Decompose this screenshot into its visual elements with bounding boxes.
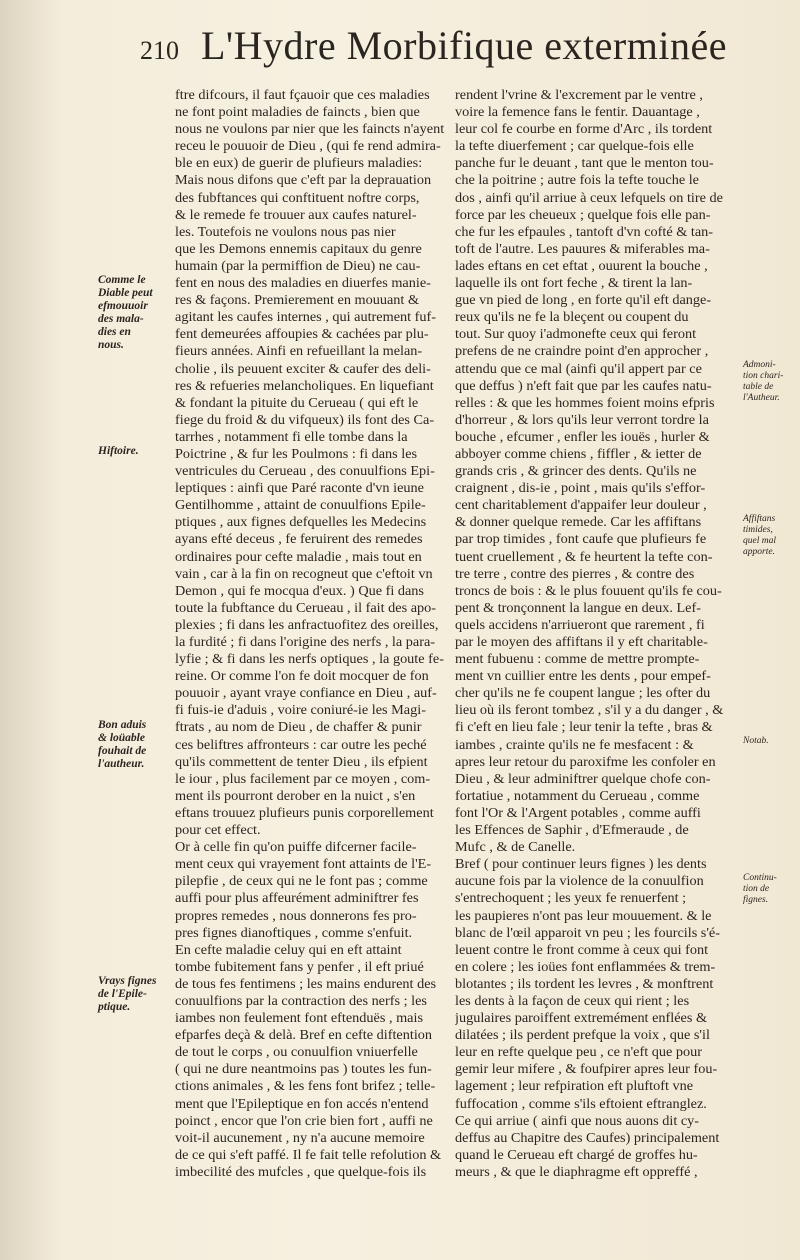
- text-line: conuulfions par la contraction des nerfs ; les: [175, 992, 427, 1008]
- text-line: aucune fois par la violence de la conuulfion: [455, 873, 704, 889]
- page-gutter-shadow: [0, 0, 60, 1260]
- text-line: Ce qui arriue ( ainfi que nous auons dit cy-: [455, 1112, 700, 1128]
- text-line: gue vn pied de long , en forte qu'il eft dange-: [455, 292, 712, 308]
- margin-note-line: Affiftans: [743, 513, 776, 524]
- margin-note-line: l'Autheur.: [743, 392, 780, 403]
- text-line: ces beliftres affronteurs : car outre les peché: [175, 736, 427, 752]
- text-line: tombe fubitement fans y penfer , il eft priué: [175, 958, 424, 974]
- text-line: craignent , dis-ie , point , mais qu'ils s'effor-: [455, 480, 706, 496]
- text-line: apres leur retour du paroxifme les confoler en: [455, 753, 716, 769]
- text-line: que les Demons ennemis capitaux du genre: [175, 240, 422, 256]
- text-line: Or à celle fin qu'on puiffe difcerner facile-: [175, 839, 417, 855]
- text-line: de tous fes fentimens ; les mains endurent des: [175, 975, 437, 991]
- text-line: iambes , crainte qu'ils ne fe mesfacent : &: [455, 736, 694, 752]
- text-line: tre terre , contre des pierres , & contre des: [455, 565, 695, 581]
- text-line: che la poitrine ; autre fois la tefte touche le: [455, 172, 699, 188]
- text-line: troncs de bois : & le plus fouuent qu'ils fe cou-: [455, 582, 722, 598]
- text-line: jugulaires paroiffent extremément enflées &: [455, 1010, 708, 1026]
- text-line: panche fur le deuant , tant que le menton tou-: [455, 155, 714, 171]
- margin-note-line: nous.: [98, 339, 124, 352]
- margin-note-line: table de: [743, 381, 774, 392]
- text-line: abboyer comme chiens , fiffler , & ietter de: [455, 445, 702, 461]
- right-text-column: [455, 86, 738, 1180]
- text-line: blanc de l'œil apparoit vn peu ; les fourcils s'é-: [455, 924, 720, 940]
- text-line: par trop timides , font caufe que plufieurs fe: [455, 531, 707, 547]
- text-line: pent & tronçonnent la langue en deux. Lef-: [455, 599, 702, 615]
- text-line: ne font point maladies de faincts , bien que: [175, 104, 420, 120]
- text-line: des fubftances qui conftituent noftre corps,: [175, 189, 420, 205]
- margin-note-line: apporte.: [743, 546, 775, 557]
- margin-note-line: tion chari-: [743, 370, 784, 381]
- text-line: leur col fe courbe en forme d'Arc , ils tordent: [455, 121, 713, 137]
- text-line: humain (par la permiffion de Dieu) ne cau-: [175, 257, 421, 273]
- margin-note-line: ptique.: [98, 1001, 131, 1014]
- text-line: & le remede fe trouuer aux caufes naturel-: [175, 206, 417, 222]
- text-line: leptiques : ainfi que Paré raconte d'vn ieune: [175, 480, 424, 496]
- text-line: dos , ainfi qu'il arriue à ceux lefquels on tire de: [455, 189, 723, 205]
- text-line: gemir leur mifere , & foufpirer apres leur fou-: [455, 1061, 718, 1077]
- text-line: deffus au Chapitre des Caufes) principalement: [455, 1129, 720, 1145]
- text-line: Gentilhomme , attaint de conuulfions Epile-: [175, 497, 426, 513]
- margin-note-line: Diable peut: [98, 287, 153, 300]
- text-line: ( qui ne dure neantmoins pas ) toutes les fun-: [175, 1061, 432, 1077]
- margin-note: [98, 445, 139, 458]
- text-line: cent charitablement d'appaifer leur douleur ,: [455, 497, 707, 513]
- margin-note-line: quel mal: [743, 535, 776, 546]
- text-line: d'horreur , & lors qu'ils leur verront tordre la: [455, 411, 709, 427]
- text-line: ayans efté deceus , fe feruirent des remedes: [175, 531, 423, 547]
- text-line: Poictrine , & fur les Poulmons : fi dans les: [175, 445, 418, 461]
- text-line: les dents à la façon de ceux qui rient ; les: [455, 992, 690, 1008]
- text-line: ment ceux qui vrayement font attaints de l'E-: [175, 856, 432, 872]
- margin-note-line: timides,: [743, 524, 773, 535]
- text-line: reux qu'ils ne fe la bleçent ou coupent du: [455, 309, 689, 325]
- text-line: leur en refte quelque peu , ce n'eft que pour: [455, 1044, 702, 1060]
- text-line: ctions animales , & les fens font brifez ; telle-: [175, 1078, 436, 1094]
- text-line: la tefte diuerfement ; car quelque-fois elle: [455, 138, 694, 154]
- text-line: prefens de ne craindre point d'en approcher ,: [455, 343, 709, 359]
- margin-note: [98, 975, 156, 1014]
- text-line: leuent contre le front comme à ceux qui font: [455, 941, 709, 957]
- text-line: dilatées ; ils perdent prefque la voix , que s'il: [455, 1027, 710, 1043]
- text-line: lieu où ils feront tombez , s'il y a du danger , &: [455, 702, 724, 718]
- margin-note-line: l'autheur.: [98, 757, 145, 770]
- text-line: imbecilité des mufcles , que quelque-fois ils: [175, 1163, 427, 1179]
- text-line: en colere ; les ioües font enflammées & trem-: [455, 958, 716, 974]
- text-line: fortatiue , notamment du Cerueau , comme: [455, 787, 700, 803]
- margin-note: [98, 274, 153, 352]
- margin-note-line: Notab.: [743, 735, 769, 746]
- page-number: 210: [140, 36, 179, 65]
- text-line: blotantes ; ils tordent les levres , & monftrent: [455, 975, 714, 991]
- text-line: ftre difcours, il faut fçauoir que ces maladies: [175, 87, 430, 102]
- text-line: font l'Or & l'Argent potables , comme auffi: [455, 804, 701, 820]
- text-line: ptiques , aux fignes defquelles les Medecins: [175, 514, 427, 530]
- text-line: fent en nous des maladies en diuerfes manie-: [175, 275, 431, 291]
- text-line: ment ils pourront derober en la nuict , s'en: [175, 787, 416, 803]
- page-header: [140, 22, 760, 82]
- text-line: Bref ( pour continuer leurs fignes ) les dents: [455, 856, 707, 872]
- right-margin-notes: [743, 86, 798, 1256]
- text-line: par le moyen des affiftans il y eft charitable-: [455, 634, 708, 649]
- text-line: tout. Sur quoy i'admonefte ceux qui feront: [455, 326, 697, 342]
- text-line: Mais nous difons que c'eft par la deprauation: [175, 172, 432, 188]
- margin-note: [743, 514, 776, 558]
- text-line: receu le pouuoir de Dieu , (qui fe rend admira-: [175, 138, 441, 154]
- left-text-column: [175, 86, 445, 1180]
- text-line: la furdité ; fi dans l'origine des nerfs , la para-: [175, 634, 436, 649]
- text-line: poinct , encor que l'on crie bien fort , auffi ne: [175, 1112, 433, 1128]
- margin-note-line: Continu-: [743, 872, 777, 883]
- text-line: toft de l'autre. Les pauures & miferables ma-: [455, 240, 710, 256]
- margin-note: [98, 719, 146, 771]
- text-line: fi fuis-ie d'aduis , voire coniuré-ie les Magi-: [175, 702, 426, 718]
- text-line: les paupieres n'ont pas leur mouuement. & le: [455, 907, 712, 923]
- text-line: ftrats , au nom de Dieu , de chaffer & punir: [175, 719, 422, 735]
- text-line: grands cris , & grincer des dents. Qu'ils ne: [455, 463, 697, 479]
- text-line: che fur les efpaules , tantoft d'vn cofté & tan-: [455, 223, 714, 239]
- margin-note-line: efmouuoir: [98, 300, 148, 313]
- text-line: tuent cruellement , & fe heurtent la tefte con-: [455, 548, 713, 564]
- text-line: fuffocation , comme s'ils eftoient eftranglez.: [455, 1095, 707, 1111]
- text-line: de ce qui s'eft paffé. Il fe fait telle refolution &: [175, 1146, 442, 1162]
- text-line: ment fubuenu : comme de mettre prompte-: [455, 651, 700, 667]
- text-line: pres fignes dianoftiques , comme s'enfuit.: [175, 924, 413, 940]
- text-line: fiege du froid & du vifqueux) ils font des Ca-: [175, 411, 435, 427]
- text-line: res & façons. Premierement en mouuant &: [175, 292, 420, 308]
- margin-note: [743, 360, 783, 404]
- margin-note-line: Hiftoire.: [98, 445, 139, 458]
- text-line: fieurs années. Ainfi en refueillant la melan-: [175, 343, 423, 359]
- text-line: s'entrechoquent ; les yeux fe renuerfent ;: [455, 890, 687, 906]
- margin-note-line: fouhait de: [98, 744, 147, 757]
- text-line: En cefte maladie celuy qui en eft attaint: [175, 941, 402, 957]
- text-line: toute la fubftance du Cerueau , il fait des apo-: [175, 599, 437, 615]
- text-line: nous ne voulons par nier que les faincts n'ayent: [175, 121, 445, 137]
- text-line: quels accidens n'arriueront que rarement , fi: [455, 616, 705, 632]
- text-line: qu'ils commettent de tenter Dieu , ils efpient: [175, 753, 428, 769]
- text-line: propres remedes , nous donnerons fes pro-: [175, 907, 417, 923]
- text-line: iambes non feulement font eftenduës , mais: [175, 1010, 423, 1026]
- text-line: attendu que ce mal (ainfi qu'il appert par ce: [455, 360, 702, 376]
- text-line: auffi pour plus affeurément adminiftrer fes: [175, 890, 419, 906]
- text-line: meurs , & que le diaphragme eft oppreffé ,: [455, 1163, 698, 1179]
- text-line: pilepfie , de ceux qui ne le font pas ; comme: [175, 873, 428, 889]
- text-line: res & refueries melancholiques. En liquefiant: [175, 377, 434, 393]
- margin-note-line: Admoni-: [743, 359, 776, 370]
- text-line: & fondant la pituite du Cerueau ( qui eft le: [175, 394, 419, 410]
- text-line: Demon , qui fe mocqua d'eux. ) Que fi dans: [175, 582, 424, 598]
- text-line: force par les cheueux ; quelque fois elle pan-: [455, 206, 711, 222]
- margin-note-line: Bon aduis: [98, 718, 147, 731]
- text-line: vain , car à la fin on recogneut que c'eftoit vn: [175, 565, 433, 581]
- text-line: lyfie ; & fi dans les nerfs optiques , la goute fe-: [175, 651, 444, 667]
- text-line: voit-il aucunement , ny n'a aucune memoire: [175, 1129, 425, 1145]
- text-line: ment vn cuillier entre les dents , pour empef-: [455, 668, 711, 684]
- text-line: ble en eux) de guerir de plufieurs maladies:: [175, 155, 423, 171]
- margin-note-line: & loüable: [98, 731, 145, 744]
- text-line: que deffus ) n'eft fait que par les caufes natu-: [455, 377, 712, 393]
- text-line: & donner quelque remede. Car les affiftans: [455, 514, 702, 530]
- text-line: les. Toutefois ne voulons nous pas nier: [175, 223, 396, 239]
- text-line: fent demeurées affoupies & cachées par plu-: [175, 326, 429, 342]
- text-line: bouche , efcumer , enfler les iouës , hurler &: [455, 428, 710, 444]
- margin-note-line: Comme le: [98, 274, 146, 287]
- text-line: relles : & que les hommes foient moins efpris: [455, 394, 715, 410]
- margin-note-line: tion de: [743, 883, 770, 894]
- text-line: les Effences de Saphir , d'Efmeraude , de: [455, 822, 689, 838]
- running-title: L'Hydre Morbifique exterminée: [201, 23, 727, 68]
- text-line: pouuoir , ayant vraye confiance en Dieu , auf-: [175, 685, 437, 701]
- text-line: fi c'eft en lieu fale ; leur tenir la tefte , bras &: [455, 719, 713, 735]
- text-line: ment que l'Epileptique en fon accés n'entend: [175, 1095, 429, 1111]
- text-line: laquelle ils ont fort feche , & tirent la lan-: [455, 275, 693, 291]
- margin-note: [743, 736, 769, 747]
- text-line: tarrhes , notamment fi elle tombe dans la: [175, 428, 408, 444]
- text-line: quand le Cerueau eft chargé de groffes hu-: [455, 1146, 698, 1162]
- text-line: cholie , ils peuuent exciter & caufer des deli-: [175, 360, 431, 376]
- text-line: eftans trouuez plufieurs punis corporellement: [175, 804, 434, 820]
- text-line: reine. Or comme l'on fe doit mocquer de fon: [175, 668, 429, 684]
- text-line: agitant les caufes internes , qui autrement fuf-: [175, 309, 437, 325]
- text-line: efparfes deçà & delà. Bref en cefte diftention: [175, 1027, 433, 1043]
- text-line: le iour , plus facilement par ce moyen , com-: [175, 770, 431, 786]
- text-line: voire la femence fans le fentir. Dauantage ,: [455, 104, 700, 120]
- text-line: Mufc , & de Canelle.: [455, 839, 576, 855]
- text-line: ordinaires pour cefte maladie , mais tout en: [175, 548, 422, 564]
- text-line: de tout le corps , ou conuulfion vniuerfelle: [175, 1044, 418, 1060]
- text-line: pour cet effect.: [175, 822, 261, 838]
- margin-note: [743, 873, 777, 906]
- text-line: ventricules du Cerueau , des conuulfions Epi-: [175, 463, 435, 479]
- margin-note-line: dies en: [98, 326, 131, 339]
- text-line: lades eftans en cet eftat , ouurent la bouche ,: [455, 257, 708, 273]
- text-line: rendent l'vrine & l'excrement par le ventre ,: [455, 87, 703, 102]
- text-line: plexies ; fi dans les anfractuofitez des oreilles,: [175, 616, 439, 632]
- left-margin-notes: [98, 86, 174, 1256]
- margin-note-line: des mala-: [98, 313, 144, 326]
- text-line: lagement ; leur refpiration eft pluftoft vne: [455, 1078, 694, 1094]
- margin-note-line: Vrays fignes: [98, 975, 157, 988]
- text-line: cher qu'ils ne fe coupent langue ; les ofter du: [455, 685, 711, 701]
- margin-note-line: de l'Epile-: [98, 988, 147, 1001]
- margin-note-line: fignes.: [743, 894, 769, 905]
- text-line: Dieu , & leur adminiftrer quelque chofe con-: [455, 770, 711, 786]
